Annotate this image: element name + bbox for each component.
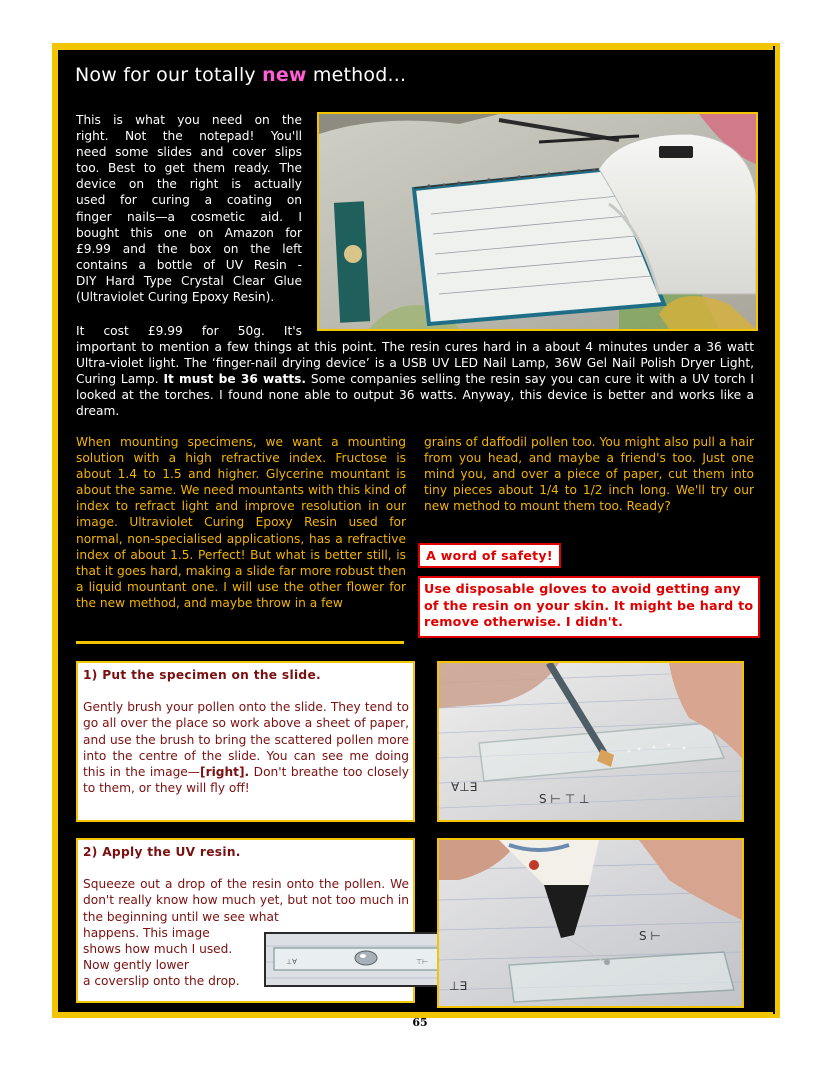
intro-paragraph	[76, 112, 302, 305]
step2-line: shows how much I used.	[83, 942, 233, 957]
intro-line: used for curing a coating on	[76, 193, 302, 208]
page-title: Now for our totally new method...	[75, 64, 407, 86]
hair-paragraph: grains of daffodil pollen too. You might also pull a hair from you head, and maybe a friend's too. Just one mind you, and over a piece of paper, cut them into tiny pieces about 1/4 to 1/2 inch long. We'll try our new method to mount them too. Ready?	[424, 435, 754, 514]
frame-edge	[773, 46, 775, 1014]
svg-text:⊤⊢: ⊤⊢	[416, 958, 429, 966]
intro-line: bought this one on Amazon for	[76, 225, 302, 240]
brushing-pollen-photo	[437, 661, 744, 822]
intro-line: right. Not the notepad! You'll	[76, 129, 302, 144]
safety-warning: Use disposable gloves to avoid getting any of the resin on your skin. It might be hard to remove otherwise. I didn't.	[418, 576, 760, 638]
intro-line: (Ultraviolet Curing Epoxy Resin).	[76, 290, 275, 305]
page-number: 65	[412, 1016, 428, 1029]
title-accent: new	[262, 64, 307, 86]
intro-line: contains a bottle of UV Resin -	[76, 257, 302, 272]
svg-text:⊥∃: ⊥∃	[449, 979, 468, 993]
cost-paragraph	[76, 323, 754, 420]
cost-first-line: It cost £9.99 for 50g. It's	[76, 324, 302, 338]
step2-line: happens. This image	[83, 925, 210, 940]
svg-text:⊥∀: ⊥∀	[286, 958, 297, 966]
step1-emphasis: [right].	[200, 765, 250, 780]
safety-tag: A word of safety!	[418, 543, 561, 568]
cost-emphasis: It must be 36 watts.	[163, 372, 307, 387]
refractive-index-paragraph: When mounting specimens, we want a mounting solution with a high refractive index. Fructose is about 1.4 to 1.5 and higher. Glycerine mountant is about the same. We need mountants with this kind of index to refract light and improve resolution in our image. Ultraviolet Curing Epoxy Resin used for normal, non-specialised applications, has a refractive index of about 1.5. Perfect! But what is better still, is that it goes hard, making a slide far more robust then a liquid mountant one. I will use the other flower for the new method, and maybe throw in a few	[76, 435, 406, 610]
step1-box	[76, 661, 415, 822]
step2-line: Now gently lower	[83, 958, 189, 973]
cost-rest: important to mention a few things at this point. The resin cures hard in a about 4 minutes under a 36 watt Ultra-violet light. The ‘finger-nail drying device’ is a USB UV LED Nail Lamp, 36W Gel Nail Polish Dryer Light, Curing Lamp. It must be 36 watts. Some companies selling the resin say you can cure it with a UV torch I looked at the torches. I found none able to output 36 watts. Anyway, this device is better and works like a dream.	[76, 340, 754, 419]
step1-body: Gently brush your pollen onto the slide. They tend to go all over the place so work above a sheet of paper, and use the brush to bring the scattered pollen more into the centre of the slide. You can see me doing this in the image—[right]. Don't breathe too closely to them, or they will fly off!	[83, 700, 409, 796]
step2-heading: 2) Apply the UV resin.	[83, 845, 241, 859]
svg-text:∀⊥∃: ∀⊥∃	[451, 780, 478, 794]
intro-line: DIY Hard Type Crystal Clear Glue	[76, 273, 302, 288]
intro-line: need some slides and cover slips	[76, 145, 302, 160]
intro-line: £9.99 and the box on the left	[76, 241, 302, 256]
uv-lamp-photo	[317, 112, 758, 331]
intro-line: device on the right is actually	[76, 177, 302, 192]
intro-line: finger nails—a cosmetic aid. I	[76, 209, 302, 224]
svg-text:S ⊢ ⊤ ⊥: S ⊢ ⊤ ⊥	[539, 792, 590, 806]
svg-text:S ⊢: S ⊢	[639, 929, 661, 943]
intro-line: This is what you need on the	[76, 113, 302, 127]
step1-heading: 1) Put the specimen on the slide.	[83, 668, 321, 682]
step2-line: a coverslip onto the drop.	[83, 974, 240, 989]
resin-drop-photo	[437, 838, 744, 1008]
divider-rule	[76, 641, 404, 644]
intro-line: too. Best to get them ready. The	[76, 161, 302, 176]
step2-body: Squeeze out a drop of the resin onto the pollen. We don't really know how much yet, but not too much in the beginning until we see what	[83, 877, 409, 924]
